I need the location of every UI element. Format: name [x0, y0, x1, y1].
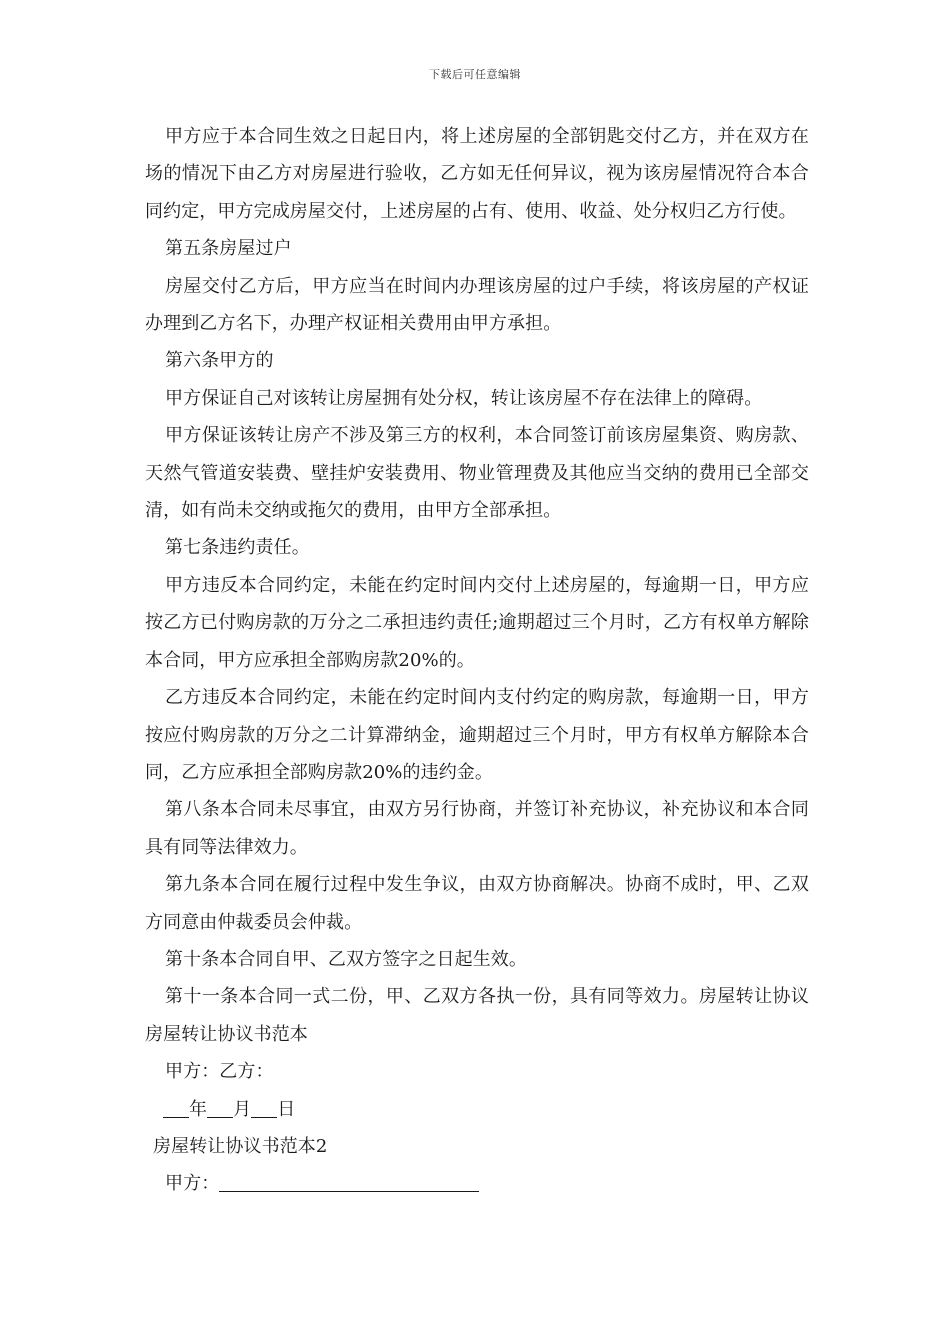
- year-label: 年: [189, 1098, 208, 1120]
- paragraph-third-party: 甲方保证该转让房产不涉及第三方的权利，本合同签订前该房屋集资、购房款、天然气管道安装费、壁挂炉安装费用、物业管理费及其他应当交纳的费用已全部交清，如有尚未交纳或拖欠的费用，由甲方全部承担。: [145, 425, 809, 522]
- paragraph-delivery: 甲方应于本合同生效之日起日内，将上述房屋的全部钥匙交付乙方，并在双方在场的情况下由乙方对房屋进行验收，乙方如无任何异议，视为该房屋情况符合本合同约定，甲方完成房屋交付，上述房屋的占有、使用、收益、处分权归乙方行使。: [145, 126, 809, 222]
- paragraph-party-a-breach: 甲方违反本合同约定，未能在约定时间内交付上述房屋的，每逾期一日，甲方应按乙方已付购房款的万分之二承担违约责任;逾期超过三个月时，乙方有权单方解除本合同，甲方应承担全部购房款20%的。: [145, 574, 809, 671]
- party-a-blank: [219, 1173, 479, 1192]
- paragraph-ownership: 甲方保证自己对该转让房屋拥有处分权，转让该房屋不存在法律上的障碍。: [165, 387, 763, 409]
- article-7-heading: 第七条违约责任。: [165, 537, 310, 559]
- signature-date: [145, 1091, 809, 1128]
- article-10: 第十条本合同自甲、乙双方签字之日起生效。: [165, 948, 527, 970]
- signature-parties: 甲方：乙方：: [165, 1061, 274, 1083]
- second-title: 房屋转让协议书范本2: [153, 1135, 328, 1157]
- party-a-line: [145, 1165, 809, 1202]
- document-body: [145, 118, 809, 1203]
- paragraph-party-b-breach: 乙方违反本合同约定，未能在约定时间内支付约定的购房款，每逾期一日，甲方按应付购房款的万分之二计算滞纳金，逾期超过三个月时，甲方有权单方解除本合同，乙方应承担全部购房款20%的违约金。: [145, 687, 809, 783]
- month-blank: [207, 1099, 233, 1118]
- article-5-heading: 第五条房屋过户: [165, 238, 292, 260]
- day-blank: [251, 1099, 277, 1118]
- month-label: 月: [233, 1098, 252, 1120]
- article-8: 第八条本合同未尽事宜，由双方另行协商，并签订补充协议，补充协议和本合同具有同等法律效力。: [145, 799, 809, 858]
- article-9: 第九条本合同在履行过程中发生争议，由双方协商解决。协商不成时，甲、乙双方同意由仲裁委员会仲裁。: [145, 874, 809, 933]
- year-blank: [163, 1099, 189, 1118]
- page-header: 下载后可任意编辑: [429, 68, 521, 81]
- party-a-label: 甲方：: [165, 1173, 220, 1195]
- article-11: 第十一条本合同一式二份，甲、乙双方各执一份，具有同等效力。房屋转让协议 房屋转让协议书范本: [145, 986, 809, 1045]
- paragraph-transfer: 房屋交付乙方后，甲方应当在时间内办理该房屋的过户手续，将该房屋的产权证办理到乙方名下，办理产权证相关费用由甲方承担。: [145, 275, 809, 335]
- day-label: 日: [277, 1098, 296, 1120]
- article-6-heading: 第六条甲方的: [165, 350, 274, 372]
